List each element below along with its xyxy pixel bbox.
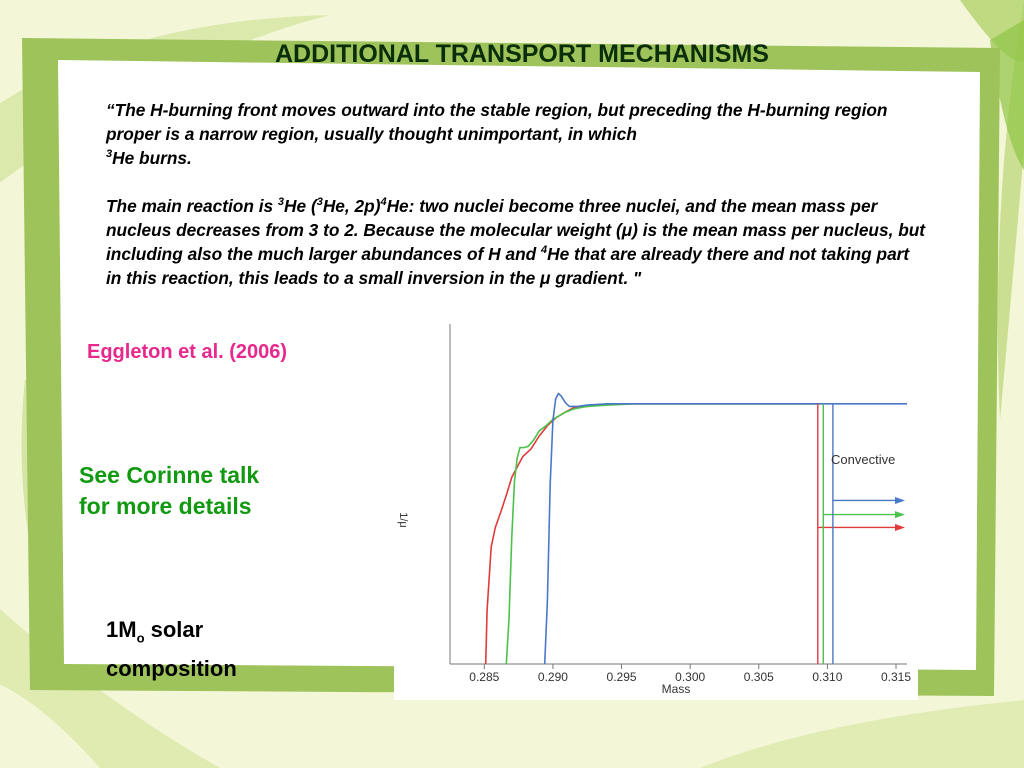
quote-text: He: two nuclei become three nuclei, and the mean mass per nucleus decreases from 3 to 2. Because the molecular weight (μ) is the mean mass per nucleus, but including also the much larger abundances of H and xyxy=(106,196,926,264)
decorative-leaf xyxy=(700,700,1024,768)
x-tick-label: 0.290 xyxy=(537,670,568,684)
y-axis-label: 1/μ xyxy=(397,512,409,528)
legend-convective: Convective xyxy=(831,452,896,467)
x-tick-label: 0.295 xyxy=(606,670,637,684)
quote-paragraph-1 xyxy=(106,98,926,170)
quote-text: “The H-burning front moves outward into the stable region, but preceding the H-burning region proper is a narrow region, usually thought unimportant, in which xyxy=(106,100,888,144)
x-tick-label: 0.310 xyxy=(812,670,843,684)
solar-symbol-subscript: o xyxy=(136,630,145,646)
composition-label xyxy=(106,614,306,684)
x-tick-label: 0.305 xyxy=(743,670,774,684)
slide-title: ADDITIONAL TRANSPORT MECHANISMS xyxy=(275,40,769,68)
x-tick-label: 0.315 xyxy=(881,670,912,684)
x-tick-label: 0.300 xyxy=(675,670,706,684)
x-tick-label: 0.285 xyxy=(469,670,500,684)
isotope-superscript: 4 xyxy=(541,244,548,257)
isotope-superscript: 3 xyxy=(277,196,285,209)
quote-text: He burns. xyxy=(112,148,192,168)
quote-text: He, 2p) xyxy=(322,196,381,216)
see-corinne-note: See Corinne talk for more details xyxy=(79,462,260,519)
chart-background xyxy=(394,316,918,700)
isotope-superscript: 3 xyxy=(316,196,323,209)
composition-prefix: 1M xyxy=(106,617,137,642)
mu-profile-chart xyxy=(378,316,918,700)
composition-suffix: solar composition xyxy=(106,617,237,682)
quote-paragraph-2 xyxy=(106,194,926,290)
quote-text: The main reaction is xyxy=(106,196,274,216)
quote-text: He that are already there and not taking part in this reaction, this leads to a small inversion in the μ gradient. " xyxy=(106,244,910,288)
x-axis-label: Mass xyxy=(661,682,691,696)
quote-text: He ( xyxy=(284,196,317,216)
isotope-superscript: 3 xyxy=(106,148,113,161)
isotope-superscript: 4 xyxy=(380,196,387,209)
citation-text: Eggleton et al. (2006) xyxy=(87,341,288,363)
